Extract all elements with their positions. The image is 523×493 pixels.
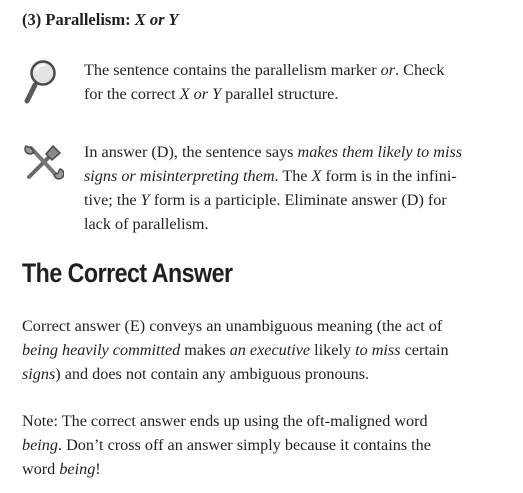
text-run-italic: X (311, 167, 322, 185)
tip-tools-line-3 (84, 188, 502, 212)
para2-line-2 (22, 433, 504, 457)
text-run-italic: X or Y (179, 85, 222, 103)
tip-search-line-1 (84, 58, 502, 82)
para2-line-3 (22, 457, 504, 481)
correct-answer-paragraph (22, 314, 504, 386)
wrench-screwdriver-icon (24, 142, 64, 182)
text-run-italic: makes them likely to miss (297, 143, 463, 161)
note-paragraph (22, 409, 504, 481)
section-label (22, 10, 178, 30)
text-run-italic: or (380, 61, 396, 79)
text-run: . The (274, 167, 312, 185)
text-run-italic: signs (22, 365, 56, 383)
para1-line-1: Correct answer (E) conveys an unambiguous meaning (the act of (22, 317, 443, 335)
section-label-or: or (145, 10, 169, 29)
text-run-italic: Y (140, 191, 150, 209)
text-run: makes (180, 341, 230, 359)
section-label-prefix: (3) Parallelism: (22, 10, 135, 29)
magnifying-glass-icon (24, 58, 58, 104)
text-run: for the correct (84, 85, 180, 103)
page-heading: The Correct Answer (22, 258, 233, 288)
para1-line-3 (22, 362, 504, 386)
tip-tools-line-4: lack of parallelism. (84, 215, 209, 233)
text-run-italic: being heavily committed (22, 341, 181, 359)
text-run-italic: being (59, 460, 96, 478)
text-run: likely (310, 341, 356, 359)
text-run-italic: an executive (229, 341, 311, 359)
text-run-italic: being (22, 436, 58, 454)
text-run: . Check (395, 61, 445, 79)
tip-search-line-2 (84, 82, 502, 106)
text-run: tive; the (84, 191, 141, 209)
text-run-italic: to miss (355, 341, 401, 359)
text-run: form is in the infini- (321, 167, 457, 185)
text-run: word (22, 460, 60, 478)
tip-tools-text (84, 140, 502, 236)
para1-line-2 (22, 338, 504, 362)
text-run: . Don’t cross off an answer simply because it contains the (57, 436, 431, 454)
text-run: certain (400, 341, 449, 359)
tip-search-text (84, 58, 502, 106)
text-run: parallel structure. (221, 85, 339, 103)
para2-line-1: Note: The correct answer ends up using the oft-maligned word (22, 412, 428, 430)
text-run: In answer (D), the sentence says (84, 143, 298, 161)
text-run: The sentence contains the parallelism marker (84, 61, 381, 79)
text-run: ) and does not contain any ambiguous pronouns. (55, 365, 370, 383)
tip-tools-line-2 (84, 164, 502, 188)
section-label-y: Y (168, 10, 179, 29)
section-label-x: X (134, 10, 146, 29)
text-run-italic: signs or misinterpreting them (84, 167, 275, 185)
tip-tools-line-1 (84, 140, 502, 164)
text-run: ! (95, 460, 101, 478)
text-run: form is a participle. Eliminate answer (D) for (149, 191, 447, 209)
